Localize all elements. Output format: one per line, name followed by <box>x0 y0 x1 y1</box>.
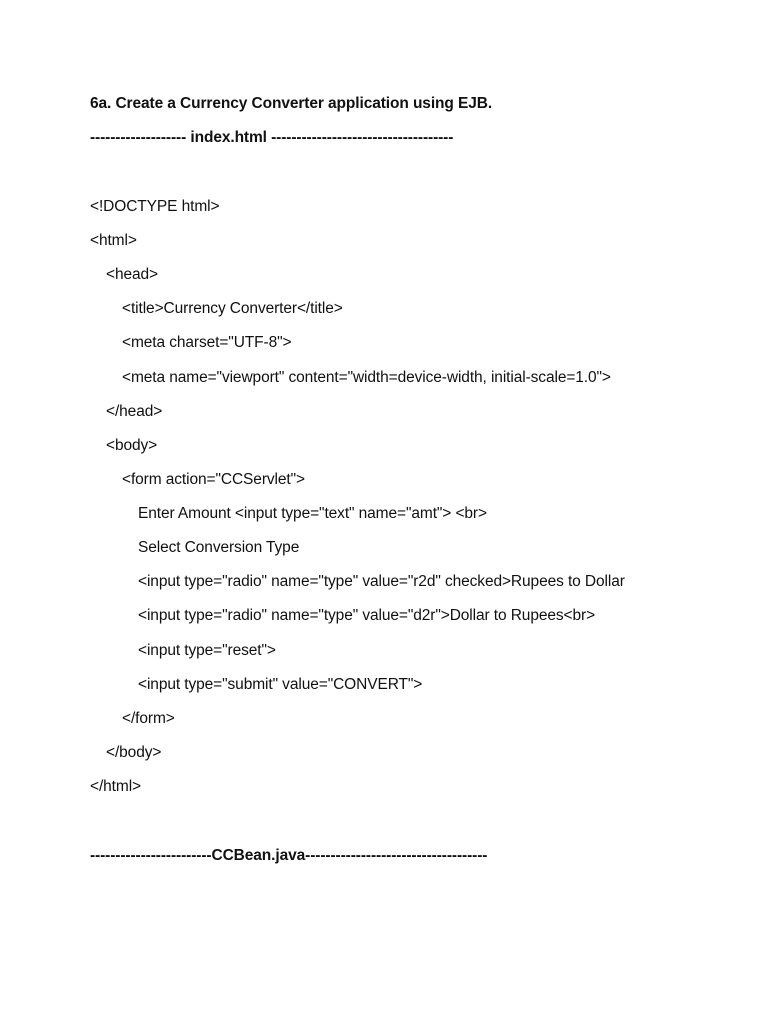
code-line: <input type="radio" name="type" value="r2d" checked>Rupees to Dollar <box>138 573 625 590</box>
code-line: <input type="radio" name="type" value="d2r">Dollar to Rupees<br> <box>138 607 596 624</box>
code-line: <head> <box>106 266 158 283</box>
code-line: <meta name="viewport" content="width=device-width, initial-scale=1.0"> <box>122 369 611 386</box>
code-line: <form action="CCServlet"> <box>122 471 305 488</box>
code-line: <!DOCTYPE html> <box>90 198 220 215</box>
code-line: </form> <box>122 710 175 727</box>
code-line: Select Conversion Type <box>138 539 300 556</box>
code-line: </html> <box>90 778 141 795</box>
code-line: <meta charset="UTF-8"> <box>122 334 292 351</box>
index-html-separator: ------------------- index.html ------------------------------------ <box>90 129 454 146</box>
code-line: <body> <box>106 437 158 454</box>
code-line: </head> <box>106 403 163 420</box>
code-line: </body> <box>106 744 162 761</box>
code-line: <html> <box>90 232 137 249</box>
code-line: <title>Currency Converter</title> <box>122 300 343 317</box>
document-heading: 6a. Create a Currency Converter application using EJB. <box>90 95 493 112</box>
code-line: <input type="reset"> <box>138 642 276 659</box>
code-line: Enter Amount <input type="text" name="amt"> <br> <box>138 505 487 522</box>
ccbean-java-separator: ------------------------CCBean.java------------------------------------ <box>90 847 488 864</box>
code-line: <input type="submit" value="CONVERT"> <box>138 676 423 693</box>
